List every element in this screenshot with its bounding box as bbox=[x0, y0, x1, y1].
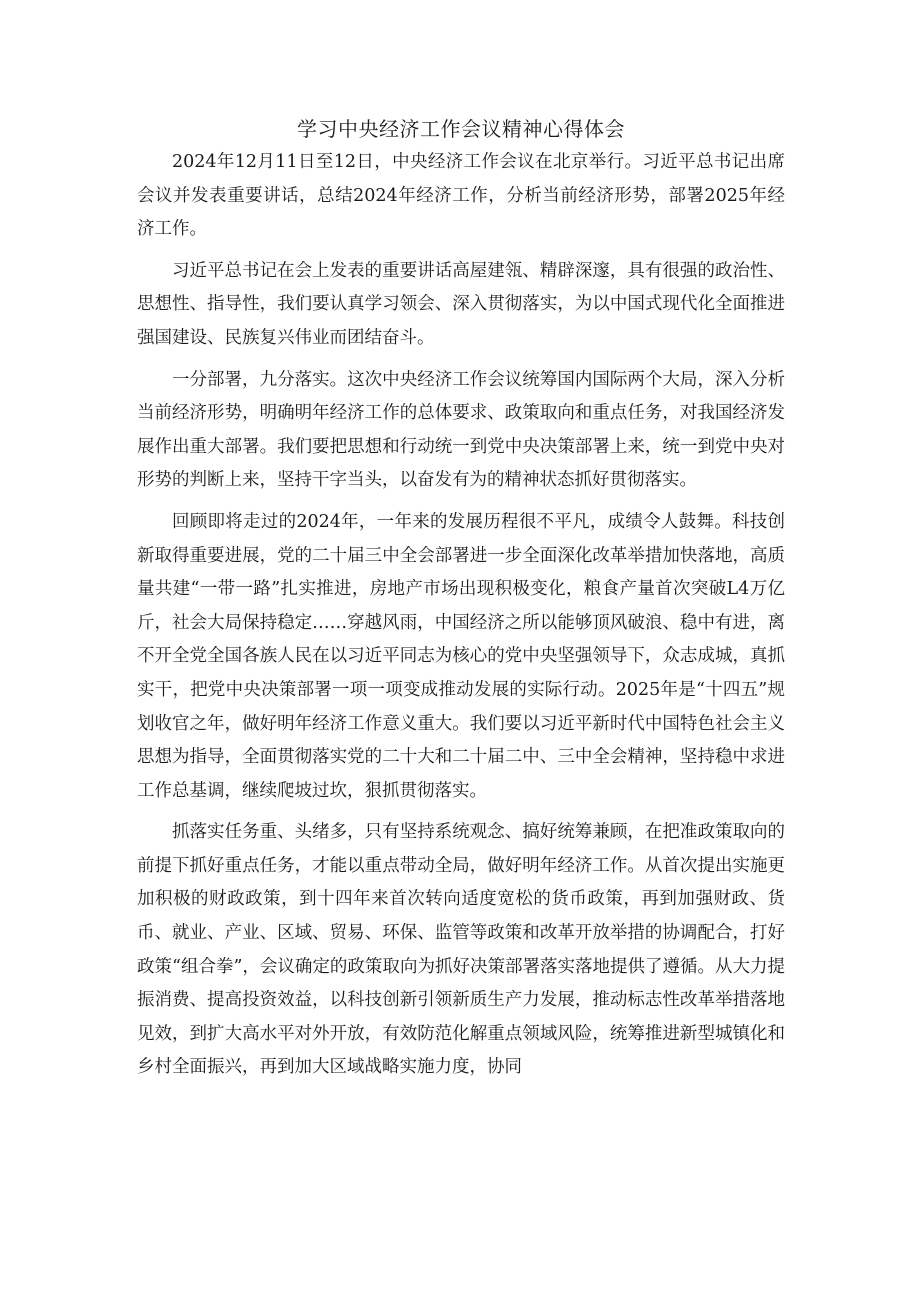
document-title: 学习中央经济工作会议精神心得体会 bbox=[297, 117, 625, 141]
document-page bbox=[137, 112, 785, 1085]
paragraph-3: 一分部署，九分落实。这次中央经济工作会议统筹国内国际两个大局，深入分析当前经济形势，明确明年经济工作的总体要求、政策取向和重点任务，对我国经济发展作出重大部署。我们要把思想和行动统一到党中央决策部署上来，统一到党中央对形势的判断上来，坚持干字当头，以奋发有为的精神状态抓好贯彻落实。 bbox=[137, 369, 785, 491]
paragraph-1: 2024年12月11日至12日，中央经济工作会议在北京举行。习近平总书记出席会议并发表重要讲话，总结2024年经济工作，分析当前经济形势，部署2025年经济工作。 bbox=[137, 152, 785, 240]
paragraph-4: 回顾即将走过的2024年，一年来的发展历程很不平凡，成绩令人鼓舞。科技创新取得重要进展，党的二十届三中全会部署进一步全面深化改革举措加快落地，高质量共建“一带一路”扎实推进，房地产市场出现积极变化，粮食产量首次突破L4万亿斤，社会大局保持稳定……穿越风雨，中国经济之所以能够顶风破浪、稳中有进，离不开全党全国各族人民在以习近平同志为核心的党中央坚强领导下，众志成城，真抓实干，把党中央决策部署一项一项变成推动发展的实际行动。2025年是“十四五”规划收官之年，做好明年经济工作意义重大。我们要以习近平新时代中国特色社会主义思想为指导，全面贯彻落实党的二十大和二十届二中、三中全会精神，坚持稳中求进工作总基调，继续爬坡过坎，狠抓贯彻落实。 bbox=[137, 511, 785, 801]
paragraph-2: 习近平总书记在会上发表的重要讲话高屋建瓴、精辟深邃，具有很强的政治性、思想性、指导性，我们要认真学习领会、深入贯彻落实，为以中国式现代化全面推进强国建设、民族复兴伟业而团结奋斗。 bbox=[137, 260, 785, 348]
paragraph-5: 抓落实任务重、头绪多，只有坚持系统观念、搞好统筹兼顾，在把准政策取向的前提下抓好重点任务，才能以重点带动全局，做好明年经济工作。从首次提出实施更加积极的财政政策，到十四年来首次转向适度宽松的货币政策，再到加强财政、货币、就业、产业、区域、贸易、环保、监管等政策和改革开放举措的协调配合，打好政策“组合拳”，会议确定的政策取向为抓好决策部署落实落地提供了遵循。从大力提振消费、提高投资效益，以科技创新引领新质生产力发展，推动标志性改革举措落地见效，到扩大高水平对外开放，有效防范化解重点领域风险，统筹推进新型城镇化和乡村全面振兴，再到加大区域战略实施力度，协同 bbox=[137, 822, 785, 1078]
